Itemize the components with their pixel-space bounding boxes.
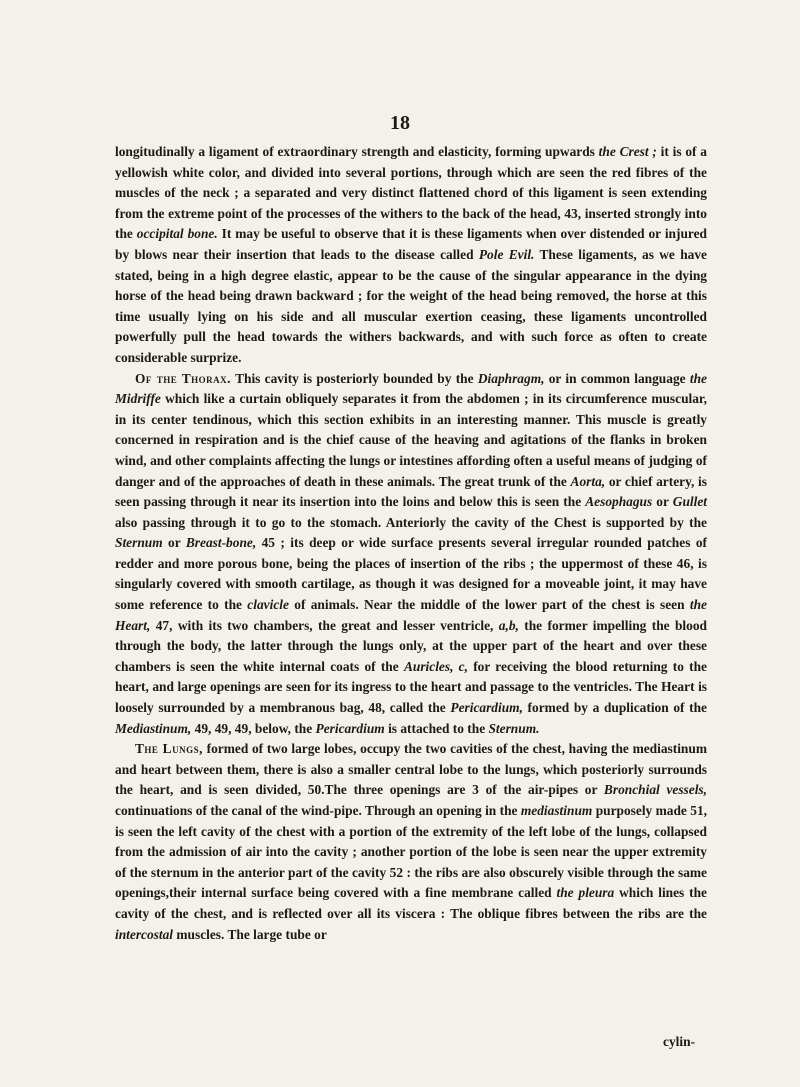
text-run: formed of two large lobes, occupy the two cavities of the chest, having the mediastinum and heart between them, there is also a smaller central lobe to the lungs, which posteriorly surrounds the heart, and is seen divided, 50.The three openings are 3 of the air-pipes or — [115, 741, 707, 798]
text-run: formed by a duplication of the — [522, 700, 707, 716]
text-run: This cavity is posteriorly bounded by the — [231, 370, 478, 386]
text-run: or — [162, 535, 186, 551]
italic-term: the pleura — [556, 885, 615, 901]
text-run: of animals. Near the middle of the lower part of the chest is seen — [288, 597, 690, 613]
italic-term: the Midriffe — [115, 370, 707, 407]
text-run: is attached to the — [384, 720, 489, 736]
text-run: purposely made 51, is seen the left cavity of the chest with a portion of the extremity of the left lobe of the lungs, collapsed from the admission of air into the cavity ; another portion of the lobe is seen near the upper extremity of the sternum in the anterior part of the cavity 52 : the ribs are also obscurely visible through the same openings,their internal surface being covered with a fine membrane called — [115, 803, 708, 901]
paragraph-thorax — [115, 369, 707, 740]
text-run: or — [652, 494, 673, 510]
italic-term: Bronchial vessels, — [603, 782, 707, 798]
text-run: which lines the cavity of the chest, and is reflected over all its viscera : The oblique fibres between the ribs are the — [115, 885, 707, 921]
italic-term: Aesophagus — [585, 494, 653, 510]
body-text — [115, 142, 707, 945]
text-run: longitudinally a ligament of extraordinary strength and elasticity, forming upwards — [115, 144, 599, 159]
text-run: which like a curtain obliquely separates it from the abdomen ; in its circumference muscular, in its center tendinous, which this section exhibits in an interesting manner. This muscle is greatly concerned in respiration and is the chief cause of the heaving and agitations of the flanks in broken wind, and other complaints affecting the lungs or intestines affording often a useful means of judging of danger and of the approaches of death in these animals. The great trunk of the — [115, 391, 707, 489]
page-number: 18 — [390, 112, 410, 134]
italic-term: Sternum. — [488, 720, 540, 736]
text-run: it is of a yellowish white color, and divided into several portions, through which are seen the red fibres of the muscles of the neck ; a separated and very distinct flattened chord of this ligament is seen extending from the extreme point of the processes of the withers to the back of the head, 43, inserted strongly into the — [115, 144, 707, 242]
italic-term: occipital bone. — [136, 226, 218, 242]
italic-term: mediastinum — [520, 803, 593, 818]
text-run: It may be useful to observe that it is these ligaments when over distended or injured by blows near their insertion that leads to the disease called — [115, 226, 707, 262]
italic-term: Auricles, c, — [403, 658, 468, 674]
section-heading: The Lungs, — [135, 741, 203, 757]
text-run: or chief artery, is seen passing through it near its insertion into the loins and below this is seen the — [115, 473, 707, 510]
italic-term: Pole Evil. — [478, 246, 535, 262]
italic-term: clavicle — [247, 597, 289, 613]
italic-term: the Crest ; — [598, 144, 657, 159]
italic-term: Sternum — [115, 535, 163, 551]
section-heading: Of the Thorax. — [135, 370, 232, 386]
text-run: muscles. The large tube or — [173, 926, 327, 942]
italic-term: intercostal — [115, 926, 174, 942]
italic-term: the Heart, — [115, 597, 707, 633]
text-run: 49, 49, 49, below, the — [191, 720, 316, 736]
italic-term: Pericardium, — [450, 700, 523, 716]
italic-term: Pericardium — [315, 720, 385, 736]
italic-term: Gullet — [672, 494, 708, 510]
italic-term: Mediastinum, — [115, 720, 192, 736]
italic-term: Aorta, — [570, 473, 606, 489]
text-run: 45 ; its deep or wide surface presents several irregular rounded patches of redder and more porous bone, being the places of insertion of the ribs ; the uppermost of these 46, is singularly covered with smooth cartilage, as though it was designed for a moveable joint, it may have some reference to the — [115, 535, 707, 613]
italic-term: Breast-bone, — [185, 535, 257, 551]
text-run: also passing through it to go to the stomach. Anteriorly the cavity of the Chest is supported by the — [115, 514, 707, 530]
text-run: These ligaments, as we have stated, being in a high degree elastic, appear to be the cause of the singular appearance in the dying horse of the head being drawn backward ; for the weight of the head being removed, the horse at this time usually lying on his side and all muscular exertion ceasing, these ligaments uncontrolled powerfully pull the head towards the withers backwards, and with such force as often to create considerable surprize. — [115, 246, 707, 365]
paragraph-crest — [115, 142, 707, 369]
text-run: the former impelling the blood through the body, the latter through the lungs only, at the upper part of the heart and over these chambers is seen the white internal coats of the — [115, 617, 707, 674]
text-run: or in common language — [544, 370, 690, 386]
italic-term: Diaphragm, — [477, 370, 545, 386]
italic-term: a,b, — [498, 617, 519, 633]
catchword: cylin- — [663, 1034, 695, 1049]
text-run: 47, with its two chambers, the great and lesser ventricle, — [150, 617, 499, 633]
text-run: for receiving the blood returning to the heart, and large openings are seen for its ingress to the heart and passage to the ventricles. The Heart is loosely surrounded by a membranous bag, 48, called the — [115, 658, 707, 716]
paragraph-lungs — [115, 739, 707, 945]
text-run: continuations of the canal of the wind-pipe. Through an opening in the — [115, 803, 521, 818]
